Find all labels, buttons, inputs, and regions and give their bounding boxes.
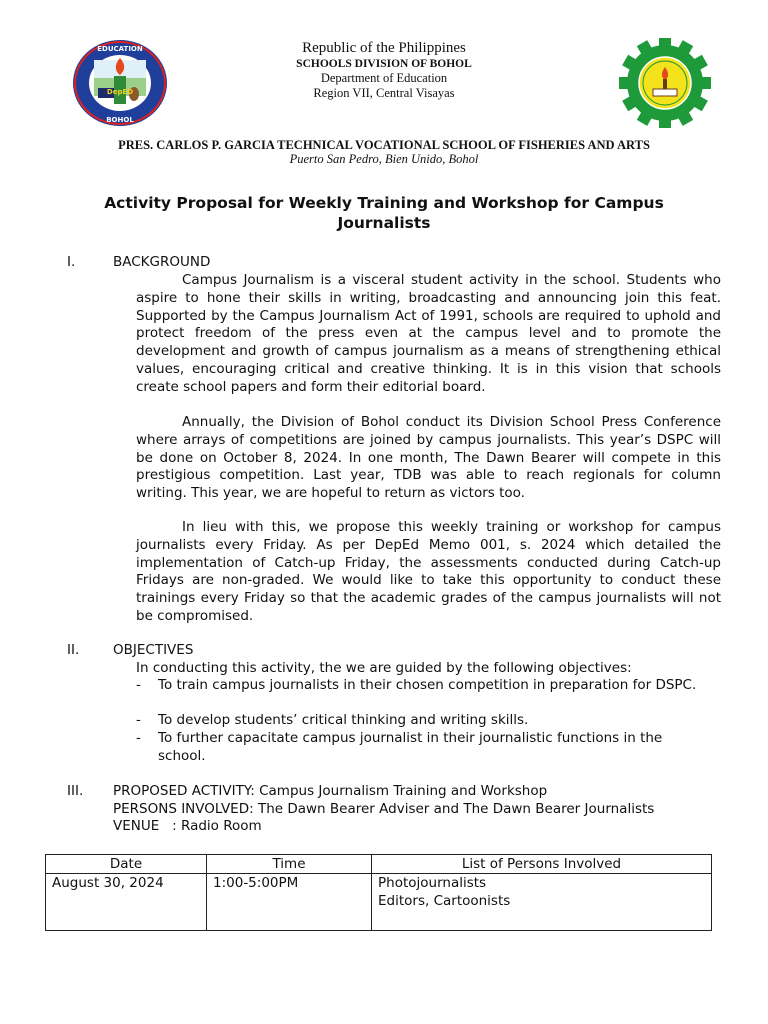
background-paragraph-3: In lieu with this, we propose this weekly training or workshop for campus journalists every Friday. As per DepEd Memo 001, s. 2024 which detailed the implementation of Catch-up Friday, the assessments conducted during Catch-up Fridays are non-graded. We would like to take this opportunity to conduct these trainings every Friday so that the academic grades of the campus journalists will not be compromised. xyxy=(136,519,721,624)
background-paragraph-1: Campus Journalism is a visceral student activity in the school. Students who aspire to hone their skills in writing, broadcasting and announcing join this feat. Supported by the Campus Journalism Act of 1991, schools are required to uphold and protect freedom of the press even at the campus level and to promote the development and growth of campus journalism as a means of strengthening ethical values, encouraging critical and creative thinking. It is in this vision that schools create school papers and form their editorial board. xyxy=(136,272,721,395)
cell-persons xyxy=(372,874,712,931)
section-title: BACKGROUND xyxy=(113,254,211,270)
bullet-dash: - xyxy=(136,712,141,728)
school-name: PRES. CARLOS P. GARCIA TECHNICAL VOCATIONAL SCHOOL OF FISHERIES AND ARTS xyxy=(118,138,650,152)
deped-seal-icon xyxy=(70,38,170,128)
person-group: Photojournalists xyxy=(378,875,487,891)
background-paragraph-2: Annually, the Division of Bohol conduct its Division School Press Conference where arrays of competitions are joined by campus journalists. This year’s DSPC will be done on October 8, 2024. In one month, The Dawn Bearer will compete in this prestigious competition. Last year, TDB was able to reach regionals for column writing. This year, we are hopeful to return as victors too. xyxy=(136,414,721,502)
table-header-row xyxy=(46,855,712,874)
svg-text:BOHOL: BOHOL xyxy=(106,116,134,124)
header-date: Date xyxy=(46,855,207,874)
venue-line: VENUE : Radio Room xyxy=(113,818,262,834)
bullet-dash: - xyxy=(136,730,141,746)
school-address: Puerto San Pedro, Bien Unido, Bohol xyxy=(289,152,479,166)
objectives-intro: In conducting this activity, the we are guided by the following objectives: xyxy=(136,660,632,676)
section-number: I. xyxy=(67,254,76,270)
header-time: Time xyxy=(207,855,372,874)
objective-item: - To train campus journalists in their chosen competition in preparation for DSPC. xyxy=(136,677,697,693)
persons-involved-line: PERSONS INVOLVED: The Dawn Bearer Adviser and The Dawn Bearer Journalists xyxy=(113,801,655,817)
deped-seal-logo xyxy=(70,38,170,128)
gear-seal-icon xyxy=(617,38,713,128)
section-background-heading xyxy=(67,253,210,271)
section-number: II. xyxy=(67,642,80,658)
department-line: Department of Education xyxy=(320,71,448,85)
republic-line: Republic of the Philippines xyxy=(302,40,466,56)
header-persons: List of Persons Involved xyxy=(372,855,712,874)
schedule-table xyxy=(45,854,712,931)
svg-text:EDUCATION: EDUCATION xyxy=(97,45,143,53)
objective-item: - To further capacitate campus journalist in their journalistic functions in the school. xyxy=(136,730,663,764)
svg-text:DepED: DepED xyxy=(106,88,134,96)
region-line: Region VII, Central Visayas xyxy=(313,86,455,100)
proposed-activity-line: PROPOSED ACTIVITY: Campus Journalism Training and Workshop xyxy=(113,783,548,799)
document-title: Activity Proposal for Weekly Training and Workshop for Campus Journalists xyxy=(104,194,664,232)
section-title: OBJECTIVES xyxy=(113,642,194,658)
letterhead xyxy=(200,40,568,101)
cell-date: August 30, 2024 xyxy=(46,874,207,931)
table-row xyxy=(46,874,712,931)
objective-item: - To develop students’ critical thinking and writing skills. xyxy=(136,712,529,728)
person-group: Editors, Cartoonists xyxy=(378,892,511,909)
section-objectives-heading xyxy=(67,641,193,659)
division-line: SCHOOLS DIVISION OF BOHOL xyxy=(296,58,472,70)
section-proposed-activity-number: III. xyxy=(67,783,84,799)
bullet-dash: - xyxy=(136,677,141,693)
school-seal-logo xyxy=(617,38,713,128)
cell-time: 1:00-5:00PM xyxy=(207,874,372,931)
